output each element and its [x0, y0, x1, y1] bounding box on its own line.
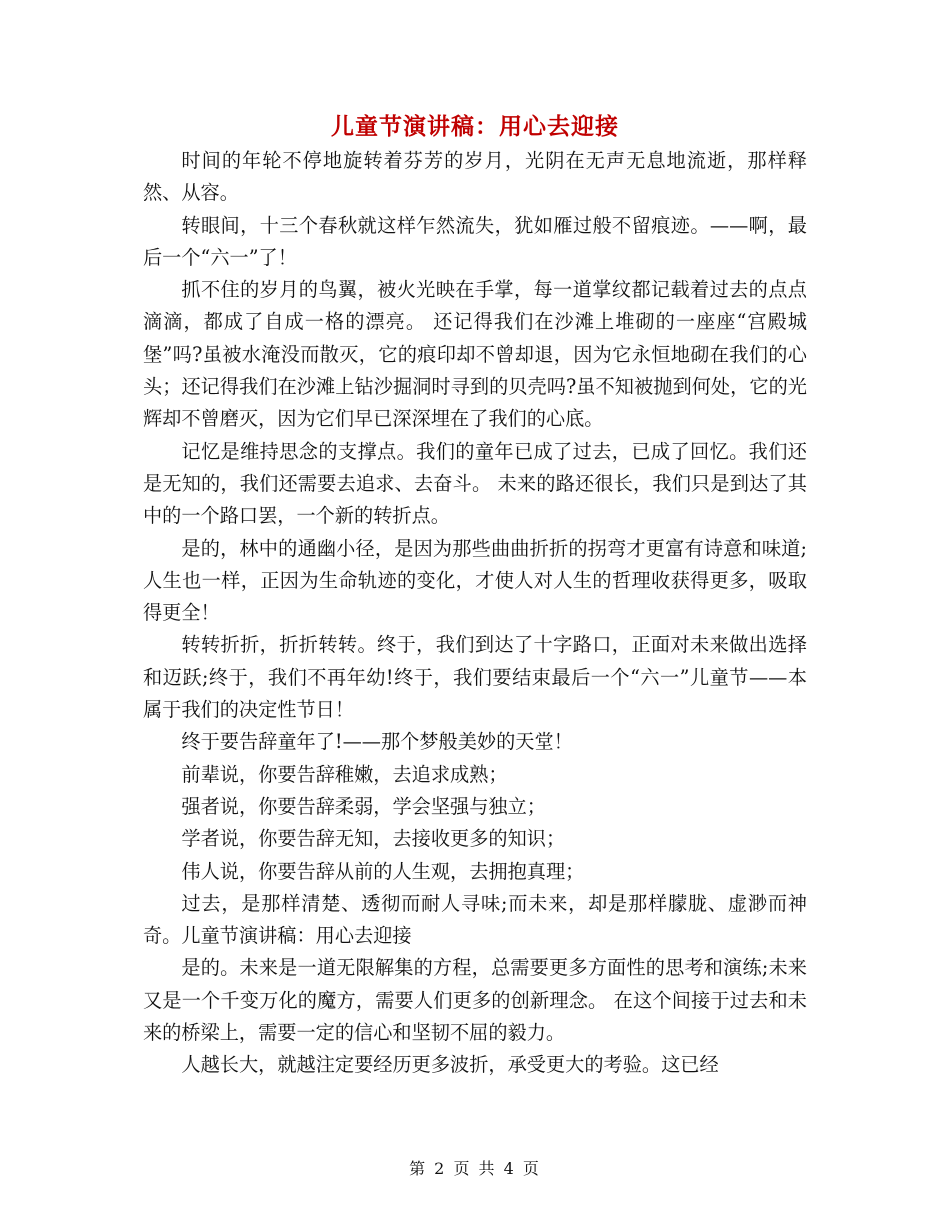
paragraph: 伟人说，你要告辞从前的人生观，去拥抱真理；	[181, 859, 585, 883]
paragraph: 过去，是那样清楚、透彻而耐人寻味;而未来，却是那样朦胧、虚渺而神奇。儿童节演讲稿：用心去迎接	[143, 891, 807, 948]
paragraph: 记忆是维持思念的支撑点。我们的童年已成了过去，已成了回忆。我们还是无知的，我们还需要去追求、去奋斗。 未来的路还很长，我们只是到达了其中的一个路口罢，一个新的转折点。	[143, 439, 807, 528]
paragraph: 是的，林中的通幽小径，是因为那些曲曲折折的拐弯才更富有诗意和味道;人生也一样，正因为生命轨迹的变化，才使人对人生的哲理收获得更多，吸取得更全！	[143, 536, 807, 625]
paragraph: 时间的年轮不停地旋转着芬芳的岁月，光阴在无声无息地流逝，那样释然、从容。	[143, 149, 807, 205]
paragraph: 终于要告辞童年了!——那个梦般美妙的天堂！	[181, 730, 573, 754]
paragraph: 转眼间，十三个春秋就这样乍然流失，犹如雁过般不留痕迹。——啊，最后一个“六一”了！	[143, 213, 807, 269]
paragraph: 人越长大，就越注定要经历更多波折，承受更大的考验。这已经	[181, 1053, 719, 1077]
document-title: 儿童节演讲稿：用心去迎接	[331, 113, 619, 140]
paragraph: 抓不住的岁月的鸟翼，被火光映在手掌，每一道掌纹都记载着过去的点点滴滴，都成了自成一格的漂亮。 还记得我们在沙滩上堆砌的一座座“宫殿城堡”吗?虽被水淹没而散灭，它的痕印却不曾却退，因为它永恒地砌在我们的心头；还记得我们在沙滩上钻沙掘洞时寻到的贝壳吗?虽不知被抛到何处，它的光辉却不曾磨灭，因为它们早已深深埋在了我们的心底。	[143, 278, 807, 431]
paragraph: 是的。未来是一道无限解集的方程，总需要更多方面性的思考和演练;未来又是一个千变万化的魔方，需要人们更多的创新理念。 在这个间接于过去和未来的桥梁上，需要一定的信心和坚韧不屈的毅力。	[143, 956, 807, 1045]
paragraph: 转转折折，折折转转。终于，我们到达了十字路口，正面对未来做出选择和迈跃;终于，我们不再年幼!终于，我们要结束最后一个“六一”儿童节——本属于我们的决定性节日！	[143, 633, 807, 722]
paragraph: 前辈说，你要告辞稚嫩，去追求成熟；	[181, 762, 508, 786]
paragraph: 学者说，你要告辞无知，去接收更多的知识；	[181, 827, 566, 851]
paragraph: 强者说，你要告辞柔弱，学会坚强与独立；	[181, 794, 546, 818]
document-body	[143, 145, 807, 1082]
page-footer: 第 2 页 共 4 页	[409, 1159, 541, 1178]
